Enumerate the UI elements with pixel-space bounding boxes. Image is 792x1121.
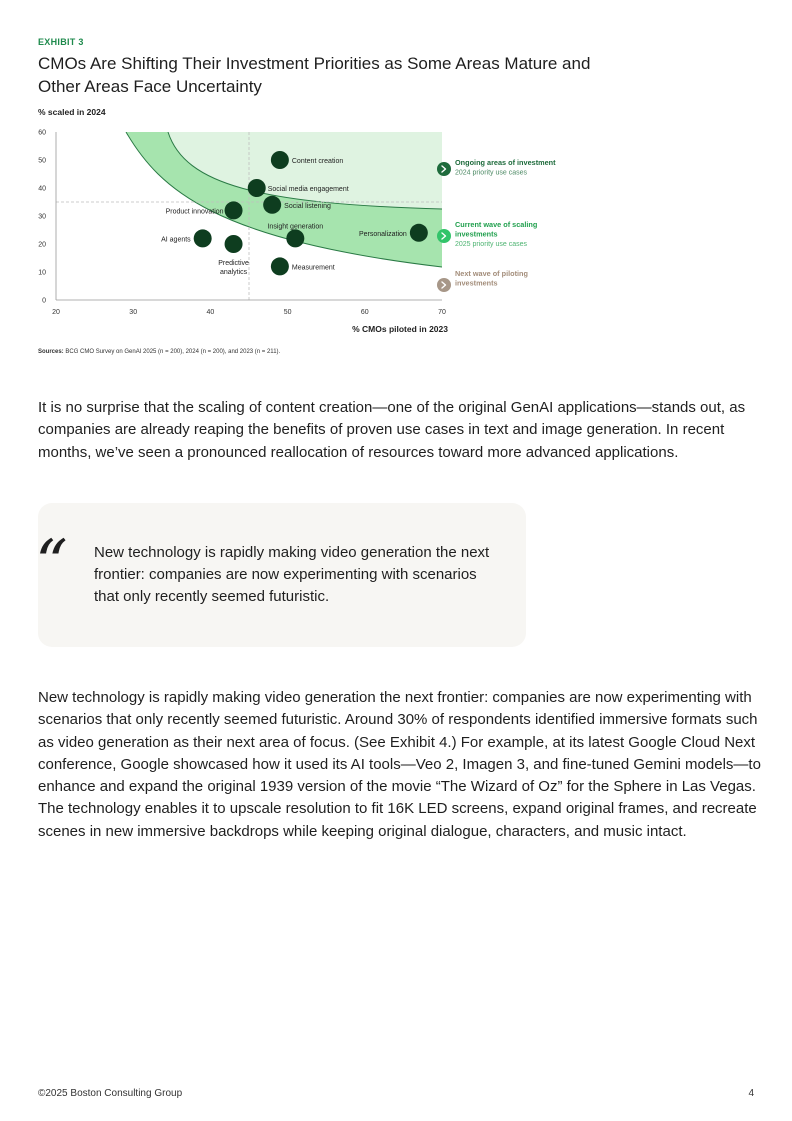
bubble-label-social-media-engagement: Social media engagement — [267, 186, 349, 193]
bubble-label-predictive-analytics: Predictive analytics — [218, 260, 249, 276]
quote-mark-icon: “ — [35, 527, 68, 601]
exhibit-label: EXHIBIT 3 — [38, 37, 84, 47]
x-tick-label: 70 — [438, 309, 446, 316]
legend-title-current-wave-of-scaling-investments: Current wave of scaling investments — [455, 220, 538, 239]
bubble-chart — [0, 120, 792, 340]
pull-quote-text: New technology is rapidly making video generation the next frontier: companies are now experimenting with scenarios that only recently seemed futuristic. — [94, 544, 490, 605]
legend-marker-next-wave-of-piloting-investments — [437, 278, 451, 292]
bubble-personalization — [410, 224, 428, 242]
page-number: 4 — [748, 1088, 754, 1099]
x-tick-label: 30 — [129, 309, 138, 316]
y-tick-label: 10 — [38, 269, 46, 277]
bubble-content-creation — [271, 151, 289, 169]
body-paragraph-2: New technology is rapidly making video generation the next frontier: companies are now experimenting with scenarios that only recently seemed futuristic. Around 30% of respondents identified immersive formats such as video generation as their next area of focus. (See Exhibit 4.) For example, at its latest Google Cloud Next conference, Google showcased how it used its AI tools—Veo 2, Imagen 3, and fine-tuned Gemini models—to enhance and expand the original 1939 version of the movie “The Wizard of Oz” for the Sphere in Las Vegas. The technology enables it to upscale resolution to fit 16K LED screens, expand original frames, and recreate scenes in new immersive backdrops while keeping original dialogue, characters, and music intact. — [38, 689, 761, 840]
bubble-label-product-innovation: Product innovation — [165, 208, 224, 216]
y-tick-label: 40 — [38, 185, 46, 193]
bubble-ai-agents — [194, 229, 212, 247]
sources-text: BCG CMO Survey on GenAI 2025 (n = 200), 2024 (n = 200), and 2023 (n = 211). — [63, 349, 281, 355]
legend-marker-current-wave-of-scaling-investments — [437, 229, 451, 243]
y-tick-label: 60 — [38, 129, 46, 137]
sources-note — [38, 349, 280, 355]
bubble-label-measurement: Measurement — [291, 264, 335, 272]
legend-subtitle-current-wave-of-scaling-investments: 2025 priority use cases — [455, 241, 527, 248]
bubble-label-social-listening: Social listening — [284, 202, 331, 210]
bubble-social-media-engagement — [248, 179, 266, 197]
y-tick-label: 30 — [38, 213, 46, 221]
footer-copyright: ©2025 Boston Consulting Group — [38, 1088, 183, 1099]
x-tick-label: 60 — [360, 309, 369, 316]
legend-title-ongoing-areas-of-investment: Ongoing areas of investment — [455, 158, 556, 167]
x-axis-title: % CMOs piloted in 2023 — [352, 324, 448, 334]
bubble-label-content-creation: Content creation — [291, 158, 344, 165]
bubble-label-personalization: Personalization — [358, 230, 407, 238]
y-tick-label: 20 — [38, 241, 46, 249]
legend-subtitle-ongoing-areas-of-investment: 2024 priority use cases — [455, 169, 527, 177]
y-tick-label: 0 — [42, 297, 46, 305]
bubble-predictive-analytics — [225, 235, 243, 253]
y-axis-title: % scaled in 2024 — [38, 107, 106, 117]
exhibit-title: CMOs Are Shifting Their Investment Priorities as Some Areas Mature and Other Areas Face Uncertainty — [38, 54, 591, 96]
legend-marker-ongoing-areas-of-investment — [437, 162, 451, 176]
sources-label: Sources: — [38, 349, 64, 355]
bubble-label-ai-agents: AI agents — [161, 236, 191, 244]
bubble-measurement — [271, 257, 289, 275]
x-tick-label: 20 — [52, 309, 60, 316]
bubble-label-insight-generation: Insight generation — [267, 223, 324, 231]
legend-title-next-wave-of-piloting-investments: Next wave of piloting investments — [455, 269, 528, 288]
bubble-social-listening — [263, 196, 281, 214]
x-tick-label: 50 — [283, 309, 292, 316]
body-paragraph-1: It is no surprise that the scaling of content creation—one of the original GenAI applications—stands out, as companies are already reaping the benefits of proven use cases in text and image generation. In recent months, we’ve seen a pronounced reallocation of resources toward more advanced applications. — [38, 399, 746, 461]
x-tick-label: 40 — [206, 309, 215, 316]
bubble-insight-generation — [286, 229, 304, 247]
bubble-product-innovation — [225, 201, 243, 219]
y-tick-label: 50 — [38, 157, 46, 165]
